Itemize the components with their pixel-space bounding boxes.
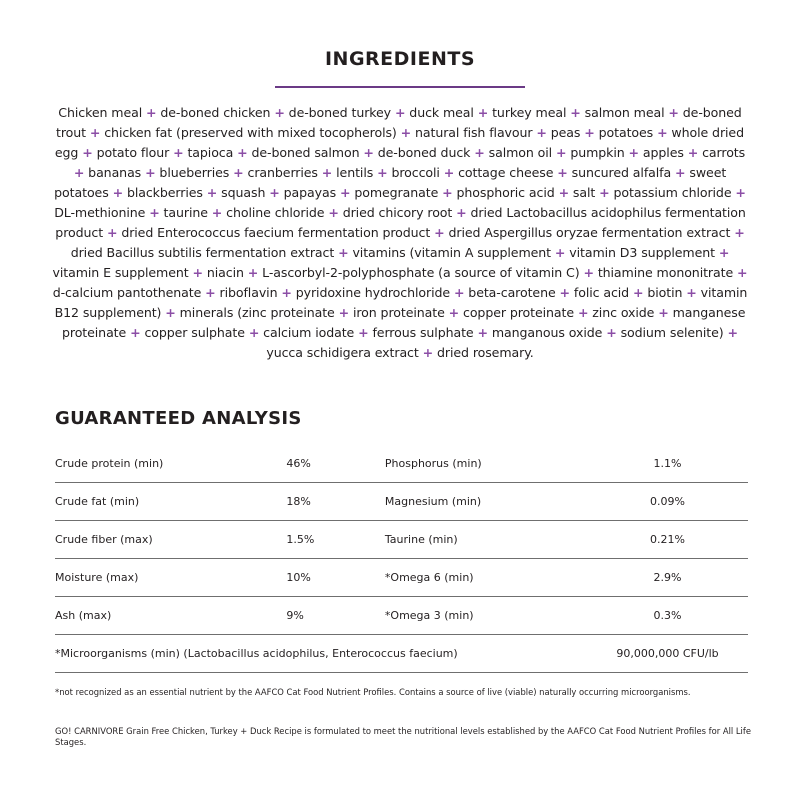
ingredient-item: blackberries xyxy=(126,185,203,200)
plus-separator: + xyxy=(718,245,730,260)
ingredient-item: pomegranate xyxy=(354,185,439,200)
plus-separator: + xyxy=(557,165,568,180)
plus-separator: + xyxy=(658,305,669,320)
ingredient-item: copper proteinate xyxy=(463,305,575,320)
plus-separator: + xyxy=(628,145,639,160)
plus-separator: + xyxy=(632,285,644,300)
plus-separator: + xyxy=(559,285,570,300)
plus-separator: + xyxy=(363,145,374,160)
plus-separator: + xyxy=(281,285,292,300)
plus-separator: + xyxy=(558,185,570,200)
plus-separator: + xyxy=(453,285,465,300)
table-row xyxy=(55,445,748,483)
plus-separator: + xyxy=(448,305,460,320)
ingredient-item: biotin xyxy=(647,285,683,300)
guaranteed-analysis-table xyxy=(55,445,748,673)
plus-separator: + xyxy=(734,225,745,240)
ingredient-item: dried Enterococcus faecium fermentation product xyxy=(121,225,431,240)
ingredient-item: potassium chloride xyxy=(613,185,732,200)
ingredient-item: cottage cheese xyxy=(458,165,554,180)
nutrient-value: 0.3% xyxy=(587,597,748,635)
table-row xyxy=(55,559,748,597)
ingredient-item: broccoli xyxy=(391,165,440,180)
nutrient-label: *Omega 3 (min) xyxy=(385,597,587,635)
plus-separator: + xyxy=(146,105,157,120)
ingredient-item: vitamins (vitamin A supplement xyxy=(352,245,551,260)
plus-separator: + xyxy=(73,165,85,180)
plus-separator: + xyxy=(657,125,668,140)
ingredient-item: de-boned chicken xyxy=(160,105,271,120)
ingredient-item: DL-methionine xyxy=(54,205,146,220)
ingredient-item: salmon meal xyxy=(584,105,665,120)
table-row xyxy=(55,483,748,521)
plus-separator: + xyxy=(727,325,738,340)
plus-separator: + xyxy=(130,325,141,340)
guaranteed-analysis-title: GUARANTEED ANALYSIS xyxy=(55,408,302,429)
plus-separator: + xyxy=(112,185,124,200)
nutrient-value: 10% xyxy=(276,559,385,597)
plus-separator: + xyxy=(321,165,333,180)
plus-separator: + xyxy=(248,325,260,340)
ingredient-item: L-ascorbyl-2-polyphosphate (a source of vitamin C) xyxy=(262,265,580,280)
plus-separator: + xyxy=(443,165,455,180)
plus-separator: + xyxy=(400,125,412,140)
ingredient-item: apples xyxy=(642,145,684,160)
plus-separator: + xyxy=(554,245,566,260)
plus-separator: + xyxy=(675,165,686,180)
ingredient-item: blueberries xyxy=(159,165,230,180)
ingredient-item: taurine xyxy=(163,205,208,220)
plus-separator: + xyxy=(737,265,748,280)
plus-separator: + xyxy=(106,225,118,240)
ingredient-item: manganous oxide xyxy=(491,325,603,340)
ingredient-item: potatoes xyxy=(598,125,654,140)
plus-separator: + xyxy=(394,105,406,120)
plus-separator: + xyxy=(584,125,595,140)
ingredient-item: folic acid xyxy=(573,285,630,300)
plus-separator: + xyxy=(145,165,156,180)
microorganisms-label: *Microorganisms (min) (Lactobacillus acidophilus, Enterococcus faecium) xyxy=(55,635,587,673)
ingredient-item: de-boned salmon xyxy=(251,145,360,160)
plus-separator: + xyxy=(173,145,184,160)
plus-separator: + xyxy=(555,145,567,160)
ingredient-item: choline chloride xyxy=(226,205,325,220)
ingredient-item: niacin xyxy=(206,265,244,280)
plus-separator: + xyxy=(237,145,248,160)
plus-separator: + xyxy=(422,345,434,360)
plus-separator: + xyxy=(668,105,679,120)
ingredient-item: dried chicory root xyxy=(342,205,453,220)
ingredient-item: chicken fat (preserved with mixed tocopherols) xyxy=(104,125,397,140)
plus-separator: + xyxy=(687,145,699,160)
plus-separator: + xyxy=(339,185,351,200)
ingredient-item: phosphoric acid xyxy=(456,185,555,200)
ingredient-item: squash xyxy=(221,185,266,200)
nutrient-value: 0.09% xyxy=(587,483,748,521)
ingredient-item: zinc oxide xyxy=(592,305,655,320)
ingredient-item: potato flour xyxy=(96,145,170,160)
ingredient-item: pumpkin xyxy=(570,145,625,160)
nutrient-label: Crude fat (min) xyxy=(55,483,276,521)
ingredient-item: d-calcium pantothenate xyxy=(52,285,202,300)
plus-separator: + xyxy=(686,285,697,300)
nutrient-value: 0.21% xyxy=(587,521,748,559)
ingredient-item: manganese proteinate xyxy=(62,305,746,340)
plus-separator: + xyxy=(735,185,746,200)
plus-separator: + xyxy=(274,105,285,120)
ingredient-item: whole dried egg xyxy=(54,125,744,160)
ingredient-item: cranberries xyxy=(247,165,318,180)
plus-separator: + xyxy=(442,185,453,200)
plus-separator: + xyxy=(82,145,93,160)
plus-separator: + xyxy=(577,305,589,320)
ingredient-item: carrots xyxy=(702,145,746,160)
plus-separator: + xyxy=(149,205,160,220)
footnote: *not recognized as an essential nutrient by the AAFCO Cat Food Nutrient Profiles. Contains a source of live (viable) naturally occurring microorganisms. xyxy=(55,687,691,697)
plus-separator: + xyxy=(377,165,388,180)
ingredient-item: de-boned duck xyxy=(377,145,471,160)
plus-separator: + xyxy=(570,105,581,120)
plus-separator: + xyxy=(205,285,216,300)
ingredient-item: yucca schidigera extract xyxy=(266,345,419,360)
plus-separator: + xyxy=(477,325,488,340)
ingredient-item: ferrous sulphate xyxy=(372,325,474,340)
plus-separator: + xyxy=(192,265,203,280)
ingredient-item: iron proteinate xyxy=(352,305,445,320)
ingredient-item: natural fish flavour xyxy=(415,125,533,140)
ingredient-item: bananas xyxy=(88,165,142,180)
plus-separator: + xyxy=(338,305,350,320)
ingredient-item: copper sulphate xyxy=(144,325,245,340)
plus-separator: + xyxy=(233,165,244,180)
microorganisms-value: 90,000,000 CFU/lb xyxy=(587,635,748,673)
ingredient-item: beta-carotene xyxy=(468,285,556,300)
ingredient-item: dried Bacillus subtilis fermentation extract xyxy=(70,245,335,260)
ingredient-item: thiamine mononitrate xyxy=(597,265,734,280)
plus-separator: + xyxy=(338,245,349,260)
plus-separator: + xyxy=(358,325,369,340)
ingredient-item: sodium selenite) xyxy=(620,325,724,340)
nutrient-value: 46% xyxy=(276,445,385,483)
plus-separator: + xyxy=(536,125,547,140)
nutrient-label: Crude protein (min) xyxy=(55,445,276,483)
plus-separator: + xyxy=(247,265,259,280)
ingredient-item: riboflavin xyxy=(219,285,278,300)
plus-separator: + xyxy=(477,105,489,120)
nutrient-value: 9% xyxy=(276,597,385,635)
ingredient-item: pyridoxine hydrochloride xyxy=(295,285,451,300)
ingredient-item: tapioca xyxy=(187,145,234,160)
plus-separator: + xyxy=(599,185,610,200)
ingredient-item: salt xyxy=(572,185,596,200)
nutrient-label: Ash (max) xyxy=(55,597,276,635)
ingredient-item: suncured alfalfa xyxy=(571,165,672,180)
ingredient-item: salmon oil xyxy=(488,145,553,160)
ingredient-item: duck meal xyxy=(409,105,474,120)
plus-separator: + xyxy=(606,325,617,340)
nutrient-label: Taurine (min) xyxy=(385,521,587,559)
plus-separator: + xyxy=(456,205,467,220)
ingredient-item: sweet potatoes xyxy=(54,165,727,200)
plus-separator: + xyxy=(434,225,445,240)
ingredients-list xyxy=(48,103,752,363)
nutrient-value: 1.5% xyxy=(276,521,385,559)
ingredient-item: dried Aspergillus oryzae fermentation extract xyxy=(448,225,731,240)
ingredient-item: vitamin E supplement xyxy=(52,265,189,280)
ingredient-item: lentils xyxy=(336,165,374,180)
nutrient-label: Moisture (max) xyxy=(55,559,276,597)
aafco-statement: GO! CARNIVORE Grain Free Chicken, Turkey + Duck Recipe is formulated to meet the nutritional levels established by the AAFCO Cat Food Nutrient Profiles for All Life Stages. xyxy=(55,726,751,747)
table-row xyxy=(55,597,748,635)
nutrient-label: Crude fiber (max) xyxy=(55,521,276,559)
plus-separator: + xyxy=(269,185,280,200)
nutrient-label: *Omega 6 (min) xyxy=(385,559,587,597)
ingredient-item: papayas xyxy=(283,185,337,200)
ingredient-item: vitamin B12 supplement) xyxy=(54,285,748,320)
plus-separator: + xyxy=(583,265,594,280)
ingredient-item: Chicken meal xyxy=(58,105,143,120)
plus-separator: + xyxy=(211,205,223,220)
ingredient-item: turkey meal xyxy=(492,105,567,120)
ingredient-item: vitamin D3 supplement xyxy=(569,245,715,260)
nutrient-value: 2.9% xyxy=(587,559,748,597)
plus-separator: + xyxy=(328,205,339,220)
ingredient-item: de-boned trout xyxy=(56,105,742,140)
plus-separator: + xyxy=(474,145,485,160)
nutrient-label: Magnesium (min) xyxy=(385,483,587,521)
table-row xyxy=(55,521,748,559)
ingredients-title: INGREDIENTS xyxy=(324,48,476,70)
ingredient-item: dried rosemary. xyxy=(437,345,534,360)
ingredient-item: calcium iodate xyxy=(263,325,355,340)
nutrient-label: Phosphorus (min) xyxy=(385,445,587,483)
ingredient-item: de-boned turkey xyxy=(288,105,392,120)
ingredients-underline xyxy=(275,86,525,88)
table-row xyxy=(55,635,748,673)
ingredient-item: minerals (zinc proteinate xyxy=(179,305,335,320)
ingredient-item: dried Lactobacillus acidophilus fermentation product xyxy=(55,205,746,240)
nutrient-value: 1.1% xyxy=(587,445,748,483)
nutrient-value: 18% xyxy=(276,483,385,521)
plus-separator: + xyxy=(89,125,101,140)
plus-separator: + xyxy=(206,185,218,200)
ingredient-item: peas xyxy=(550,125,581,140)
plus-separator: + xyxy=(165,305,176,320)
